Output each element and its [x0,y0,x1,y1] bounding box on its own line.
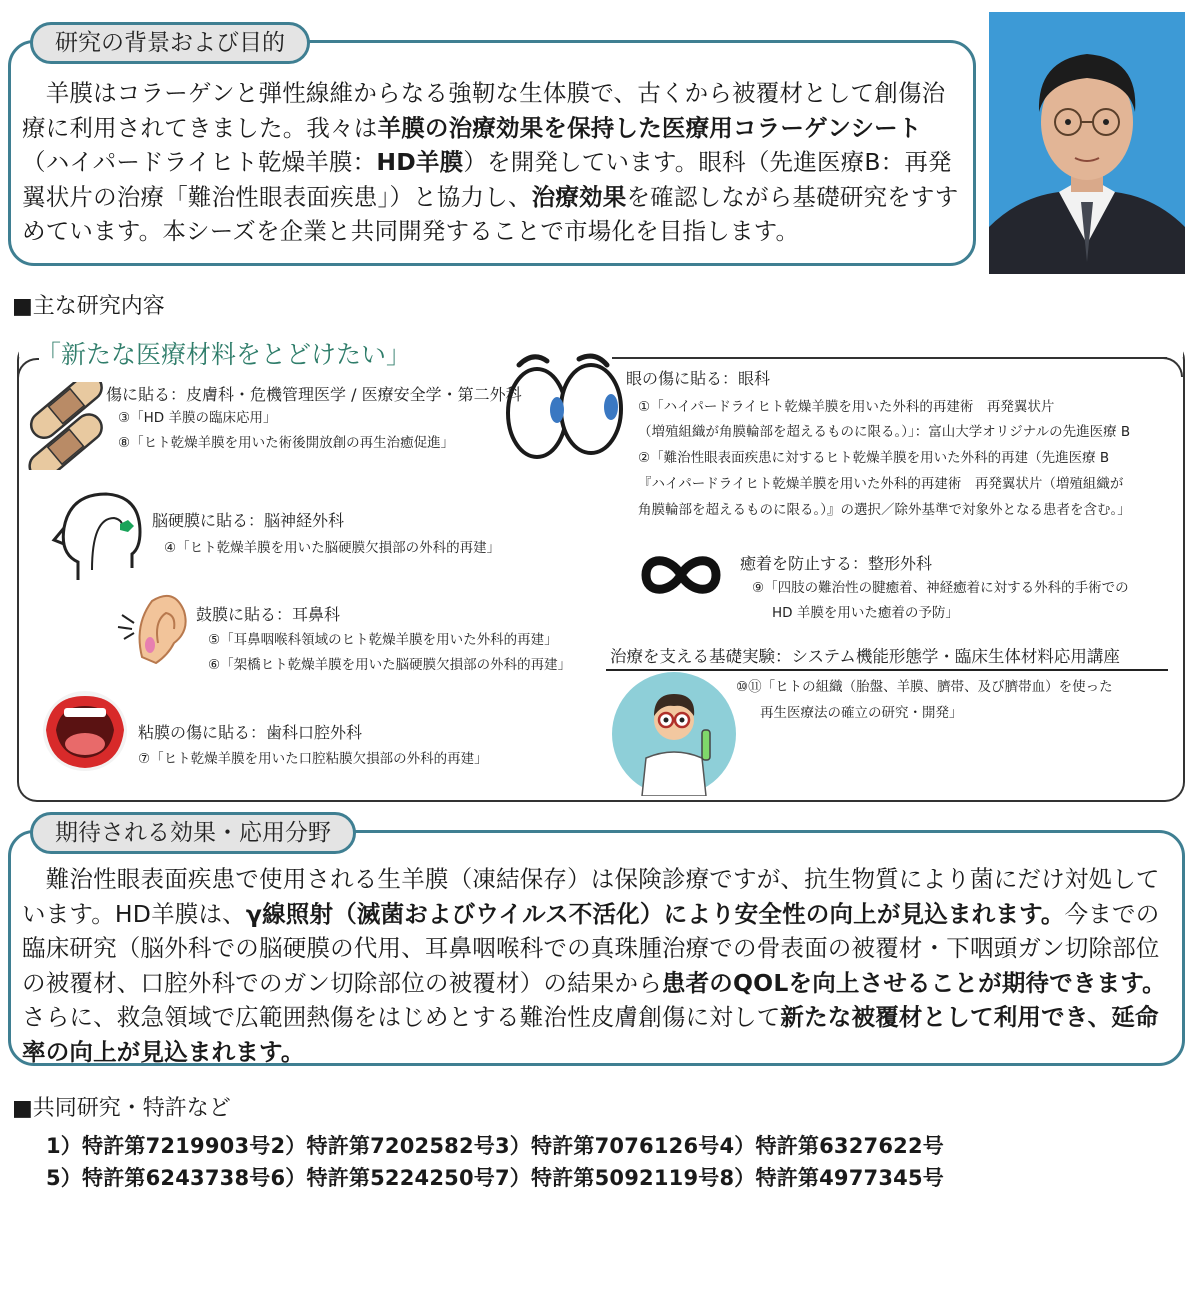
eardrum-item: ⑥「架橋ヒト乾燥羊膜を用いた脳硬膜欠損部の外科的再建」 [208,657,572,673]
eye-item: 『ハイパードライヒト乾燥羊膜を用いた外科的再建術 再発翼状片（増殖組織が [638,476,1124,492]
skin-item: ⑧「ヒト乾燥羊膜を用いた術後開放創の再生治癒促進」 [118,435,455,451]
mucosa-item: ⑦「ヒト乾燥羊膜を用いた口腔粘膜欠損部の外科的再建」 [138,751,488,767]
skin-head: 傷に貼る：皮膚科・危機管理医学 / 医療安全学・第二外科 [106,385,522,404]
background-text: （ハイパードライヒト乾燥羊膜： [22,148,377,176]
dura-head: 脳硬膜に貼る：脳神経外科 [152,511,345,530]
background-bold-text: HD羊膜 [376,148,464,176]
skin-item: ③「HD 羊膜の臨床応用」 [118,410,277,426]
eardrum-head: 鼓膜に貼る：耳鼻科 [196,605,341,624]
patent-line: 5）特許第6243738号6）特許第5224250号7）特許第5092119号8）特許第4977345号 [46,1166,944,1190]
infinity-icon [640,550,722,600]
mucosa-head: 粘膜の傷に貼る：歯科口腔外科 [138,723,363,742]
eyes-illustration [505,345,625,465]
eye-item: （増殖組織が角膜輪部を超えるものに限る。）」：富山大学オリジナルの先進医療 B [638,424,1131,440]
effects-text: さらに、救急領域で広範囲熱傷をはじめとする難治性皮膚創傷に対して [22,1003,781,1031]
effects-text: 今までの臨床研究（脳外科での脳硬膜の代用、耳鼻咽喉科での真珠腫治療での骨表面の被覆材・下咽頭ガン切除部位の被覆材、口腔外科でのガン切除部位の被覆材）の結果から [22,899,1160,997]
effects-paragraph [22,862,1172,1069]
background-text: 羊膜はコラーゲンと弾性線維からなる強靭な生体膜で、古くから被覆材として創傷治療に利用されてきました。我々は [22,79,946,142]
dura-item: ④「ヒト乾燥羊膜を用いた脳硬膜欠損部の外科的再建」 [164,540,501,556]
patents-heading: ■共同研究・特許など [12,1096,231,1121]
research-heading: ■主な研究内容 [12,294,165,319]
head-profile-icon [48,488,148,584]
eardrum-item: ⑤「耳鼻咽喉科領域のヒト乾燥羊膜を用いた外科的再建」 [208,632,558,648]
ear-icon [112,585,192,667]
background-text: ）を開発しています。眼科（先進医療B：再発翼状片の治療「難治性眼表面疾患」）と協力し、 [22,148,952,211]
background-bold-text: 治療効果 [531,182,627,211]
background-paragraph [22,76,967,249]
background-bold-text: 羊膜の治療効果を保持した医療用コラーゲンシート [377,113,922,142]
effects-text: 難治性眼表面疾患で使用される生羊膜（凍結保存）は保険診療ですが、抗生物質により菌にだけ対処しています。HD羊膜は、 [22,865,1160,928]
adhesion-item: ⑨「四肢の難治性の腱癒着、神経癒着に対する外科的手術での [752,580,1129,596]
eye-item: 角膜輪部を超えるものに限る。）』の選択／除外基準で対象外となる患者を含む。」 [638,502,1131,518]
effects-bold-text: 新たな被覆材として利用でき、延命率の向上が見込まれます。 [22,1003,1159,1066]
basic-item: 再生医療法の確立の研究・開発」 [760,705,963,721]
effects-bold-text: 患者のQOLを向上させることが期待できます。 [661,968,1166,997]
adhesion-head: 癒着を防止する：整形外科 [740,554,933,573]
research-slogan: 「新たな医療材料をとどけたい」 [36,340,412,369]
eye-head: 眼の傷に貼る：眼科 [626,369,771,388]
background-text: を確認しながら基礎研究をすすめています。本シーズを企業と共同開発することで市場化を目指します。 [22,182,959,245]
effects-title: 期待される効果・応用分野 [30,812,356,854]
eye-item: ①「ハイパードライヒト乾燥羊膜を用いた外科的再建術 再発翼状片 [638,399,1055,415]
basic-head: 治療を支える基礎実験：システム機能形態学・臨床生体材料応用講座 [610,647,1120,666]
basic-underline [606,669,1168,671]
researcher-photo [989,12,1185,274]
scientist-icon [612,672,736,796]
patent-line: 1）特許第7219903号2）特許第7202582号3）特許第7076126号4）特許第6327622号 [46,1134,944,1158]
adhesion-item: HD 羊膜を用いた癒着の予防」 [772,605,959,621]
background-title: 研究の背景および目的 [30,22,310,64]
bandage-icon [22,382,108,470]
effects-bold-text: γ線照射（滅菌およびウイルス不活化）により安全性の向上が見込まれます。 [245,899,1065,928]
frame-top-line-right [612,357,1167,359]
basic-item: ⑩⑪「ヒトの組織（胎盤、羊膜、臍帯、及び臍帯血）を使った [736,679,1113,695]
mouth-icon [40,686,130,776]
eye-item: ②「難治性眼表面疾患に対するヒト乾燥羊膜を用いた外科的再建（先進医療 B [638,450,1110,466]
